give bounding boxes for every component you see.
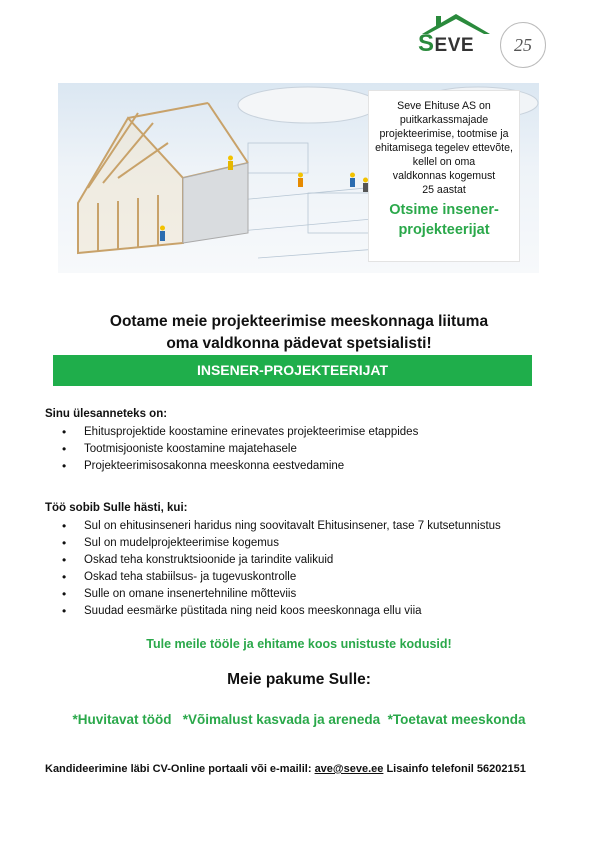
job-tagline <box>369 200 519 240</box>
list-item: • Sulle on omane insenertehniline mõtteviis <box>84 586 501 603</box>
email-link[interactable]: ave@seve.ee <box>314 763 384 775</box>
company-text-line: ehitamisega tegelev ettevõte, <box>375 142 513 154</box>
page-headline <box>0 311 598 355</box>
footer-phone-text: Lisainfo telefonil 56202151 <box>383 763 526 775</box>
footer-text: Kandideerimine läbi CV-Online portaali või e-mailil: <box>45 763 315 775</box>
list-item: • Oskad teha konstruktsioonide ja tarindite valikuid <box>84 552 501 569</box>
duties-title: Sinu ülesanneteks on: <box>45 408 168 420</box>
company-text-line: puitkarkassmajade <box>399 114 489 126</box>
tagline-line: projekteerijat <box>398 222 490 238</box>
tagline-line: Otsime insener- <box>389 202 499 218</box>
logo-wordmark: SEVE <box>418 30 475 57</box>
list-item: • Tootmisjooniste koostamine majatehasele <box>84 441 418 458</box>
headline-line: Ootame meie projekteerimise meeskonnaga liituma <box>109 313 489 330</box>
company-text-line: 25 aastat <box>422 184 466 196</box>
list-item: • Projekteerimisosakonna meeskonna eestvedamine <box>84 458 418 475</box>
requirements-title: Töö sobib Sulle hästi, kui: <box>45 502 188 514</box>
company-text-line: projekteerimise, tootmise ja <box>379 128 509 140</box>
company-info-box <box>368 90 520 262</box>
list-item: • Ehitusprojektide koostamine erinevates projekteerimise etappides <box>84 424 418 441</box>
company-text-line: valdkonnas kogemust <box>392 170 496 182</box>
company-text-line: Seve Ehituse AS on <box>397 100 491 112</box>
call-to-action: Tule meile tööle ja ehitame koos unistuste kodusid! <box>146 637 452 651</box>
list-item: • Suudad eesmärke püstitada ning neid koos meeskonnaga ellu viia <box>84 603 501 620</box>
headline-line: oma valdkonna pädevat spetsialisti! <box>166 335 432 352</box>
list-item: • Oskad teha stabiilsus- ja tugevuskontrolle <box>84 569 501 586</box>
requirements-list <box>45 518 501 620</box>
offer-title: Meie pakume Sulle: <box>227 671 371 688</box>
contact-footer <box>45 763 526 775</box>
company-logo <box>418 10 548 70</box>
list-item: • Sul on mudelprojekteerimise kogemus <box>84 535 501 552</box>
job-title-banner: INSENER-PROJEKTEERIJAT <box>53 355 532 386</box>
anniversary-badge: 25 <box>500 22 546 68</box>
duties-list <box>45 424 418 475</box>
offer-items: *Huvitavat tööd *Võimalust kasvada ja areneda *Toetavat meeskonda <box>72 712 526 727</box>
list-item: • Sul on ehitusinseneri haridus ning soovitavalt Ehitusinsener, tase 7 kutsetunnistus <box>84 518 501 535</box>
company-text-line: kellel on oma <box>412 156 476 168</box>
